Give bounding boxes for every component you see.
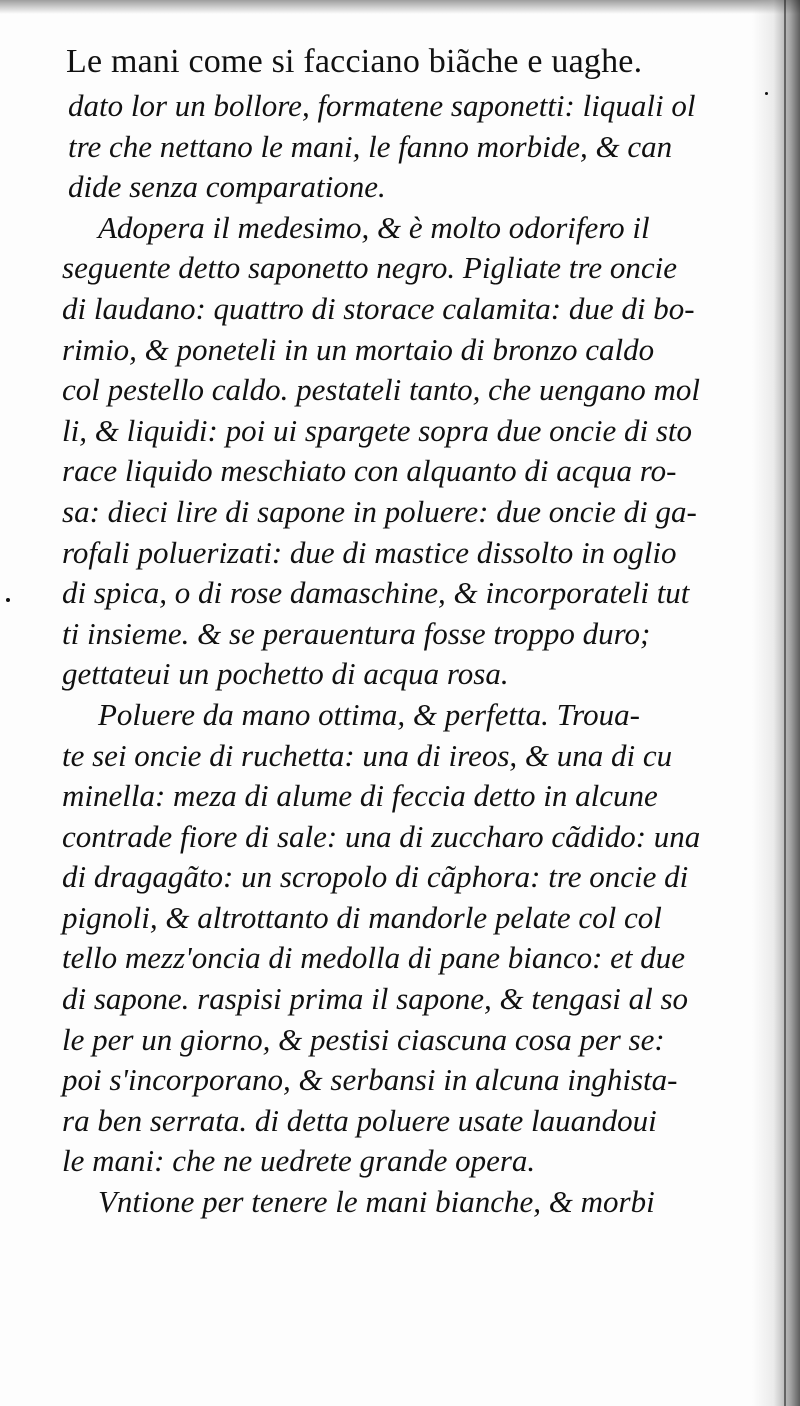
text-line: sa: dieci lire di sapone in poluere: due oncie di ga- [62,493,697,529]
text-line: Poluere da mano ottima, & perfetta. Troua- [98,696,640,732]
page-top-shadow [0,0,800,14]
text-line: poi s'incorporano, & serbansi in alcuna inghista- [62,1062,678,1098]
text-line: dide senza comparatione. [68,169,386,205]
page-edge-line [784,0,786,1406]
text-line: di dragagãto: un scropolo di cãphora: tre oncie di [62,859,689,895]
text-column [62,38,762,1223]
text-line: col pestello caldo. pestateli tanto, che uengano mol [62,372,700,408]
text-line: dato lor un bollore, formatene saponetti: liquali ol [68,88,696,123]
text-line: rofali poluerizati: due di mastice dissolto in oglio [62,534,677,570]
text-line: tello mezz'oncia di medolla di pane bianco: et due [62,940,686,976]
text-line: le per un giorno, & pestisi ciascuna cosa per se: [62,1021,665,1057]
text-line: ra ben serrata. di detta poluere usate lauandoui [62,1102,657,1138]
text-line: ti insieme. & se perauentura fosse troppo duro; [62,615,651,651]
running-head: Le mani come si facciano biãche e uaghe. [66,43,643,80]
text-line: te sei oncie di ruchetta: una di ireos, & una di cu [62,737,673,773]
text-line: minella: meza di alume di feccia detto in alcune [62,778,658,814]
text-line: di sapone. raspisi prima il sapone, & tengasi al so [62,981,689,1017]
ink-speck [6,598,10,602]
text-line: li, & liquidi: poi ui spargete sopra due oncie di sto [62,412,693,448]
text-line: Adopera il medesimo, & è molto odorifero il [98,209,650,245]
paragraph-1 [62,86,762,208]
text-line: tre che nettano le mani, le fanno morbide, & can [68,128,673,164]
text-line: contrade fiore di sale: una di zucchаro cãdido: una [62,818,701,854]
text-line: le mani: che ne uedrete grande opera. [62,1143,536,1179]
paragraph-3 [62,695,762,1182]
text-line: di laudano: quattro di storace calamita: due di bo- [62,290,695,326]
text-line: rimio, & poneteli in un mortaio di bronzo caldo [62,331,655,367]
paragraph-2 [62,208,762,695]
text-line: race liquido meschiato con alquanto di acqua ro- [62,453,677,489]
ink-speck [765,92,768,95]
text-line: gettateui un pochetto di acqua rosa. [62,656,509,692]
paragraph-4 [62,1182,762,1223]
text-line: di spica, o di rose damaschine, & incorporateli tut [62,575,690,611]
text-line: Vntione per tenere le mani bianche, & morbi [98,1184,655,1220]
text-line: pignoli, & altrottanto di mandorle pelate col col [62,899,662,935]
text-line: seguente detto saponetto negro. Pigliate tre oncie [62,250,677,286]
